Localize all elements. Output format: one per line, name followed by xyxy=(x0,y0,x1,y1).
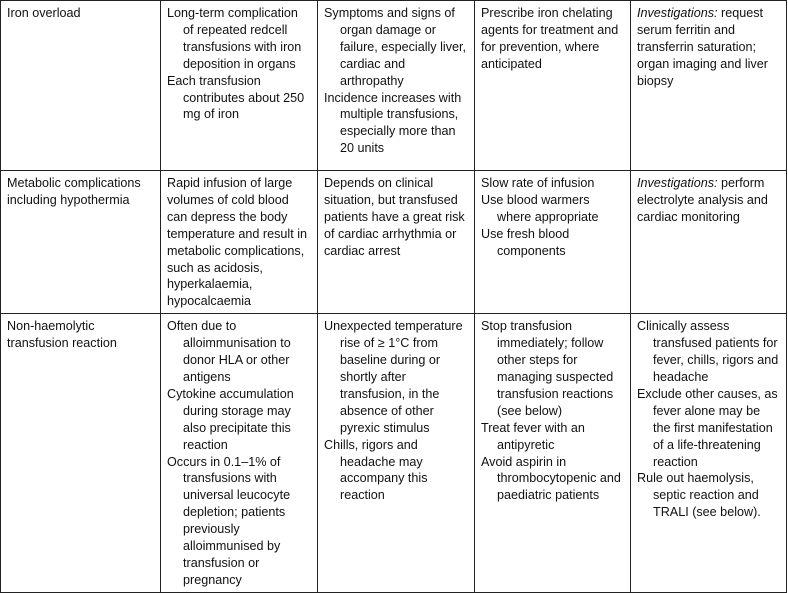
management-entry: Use fresh blood components xyxy=(481,226,570,258)
complication-name-cell xyxy=(1,1,161,171)
management-entry: Slow rate of infusion xyxy=(481,176,595,190)
cause-cell xyxy=(161,314,318,593)
signs-entry: Symptoms and signs of organ damage or failure, especially liver, cardiac and arthropathy xyxy=(324,6,466,88)
signs-cell xyxy=(318,314,475,593)
management-cell xyxy=(475,1,631,171)
table-row-non-haemolytic xyxy=(1,314,787,593)
management-entry: Use blood warmers where appropriate xyxy=(481,192,599,224)
signs-entry: Depends on clinical situation, but transfused patients have a great risk of cardiac arrhythmia or cardiac arrest xyxy=(324,176,465,258)
cause-entry: Often due to alloimmunisation to donor HLA or other antigens xyxy=(167,319,291,384)
investigation-cell xyxy=(631,171,787,314)
management-cell xyxy=(475,171,631,314)
complication-name-cell xyxy=(1,314,161,593)
complication-name-cell xyxy=(1,171,161,314)
signs-entry: Unexpected temperature rise of ≥ 1°C from baseline during or shortly after transfusion, in the absence of other pyrexic stimulus xyxy=(324,319,463,435)
table-row-metabolic xyxy=(1,171,787,314)
cause-cell xyxy=(161,1,318,171)
signs-cell xyxy=(318,1,475,171)
table-row-iron-overload xyxy=(1,1,787,171)
investigation-entry xyxy=(637,5,780,90)
investigation-entry: Clinically assess transfused patients for fever, chills, rigors and headache xyxy=(637,319,779,384)
cause-entry: Each transfusion contributes about 250 mg of iron xyxy=(167,73,305,122)
complication-name: Non-haemolytic transfusion reaction xyxy=(7,319,117,351)
management-entry: Avoid aspirin in thrombocytopenic and paediatric patients xyxy=(481,454,621,503)
management-entry: Prescribe iron chelating agents for treatment and for prevention, where anticipated xyxy=(481,6,619,71)
cause-entry: Occurs in 0.1–1% of transfusions with universal leucocyte depletion; patients previously alloimmunised by transfusion or pregnancy xyxy=(167,454,291,587)
complication-name: Iron overload xyxy=(7,6,81,20)
signs-entry: Incidence increases with multiple transfusions, especially more than 20 units xyxy=(324,90,462,156)
investigation-text: perform electrolyte analysis and cardiac monitoring xyxy=(637,176,768,224)
signs-cell xyxy=(318,171,475,314)
investigation-cell xyxy=(631,1,787,171)
cause-entry: Cytokine accumulation during storage may also precipitate this reaction xyxy=(167,386,294,452)
investigation-text: request serum ferritin and transferrin saturation; organ imaging and liver biopsy xyxy=(637,6,768,88)
complication-name: Metabolic complications including hypothermia xyxy=(7,176,141,207)
investigation-entry xyxy=(637,175,780,226)
signs-entry: Chills, rigors and headache may accompany this reaction xyxy=(324,437,428,503)
investigation-cell xyxy=(631,314,787,593)
management-entry: Treat fever with an antipyretic xyxy=(481,420,585,452)
investigations-label: Investigations: xyxy=(637,6,718,20)
management-entry: Stop transfusion immediately; follow other steps for managing suspected transfusion reactions (see below) xyxy=(481,319,614,418)
cause-entry: Rapid infusion of large volumes of cold blood can depress the body temperature and result in metabolic complications, such as acidosis, hyperkalaemia, hypocalcaemia xyxy=(167,176,308,309)
management-cell xyxy=(475,314,631,593)
investigations-label: Investigations: xyxy=(637,176,718,190)
investigation-entry: Rule out haemolysis, septic reaction and TRALI (see below). xyxy=(637,471,761,520)
investigation-entry: Exclude other causes, as fever alone may be the first manifestation of a life-threatening reaction xyxy=(637,386,778,469)
cause-cell xyxy=(161,171,318,314)
cause-entry: Long-term complication of repeated redcell transfusions with iron deposition in organs xyxy=(167,6,302,71)
